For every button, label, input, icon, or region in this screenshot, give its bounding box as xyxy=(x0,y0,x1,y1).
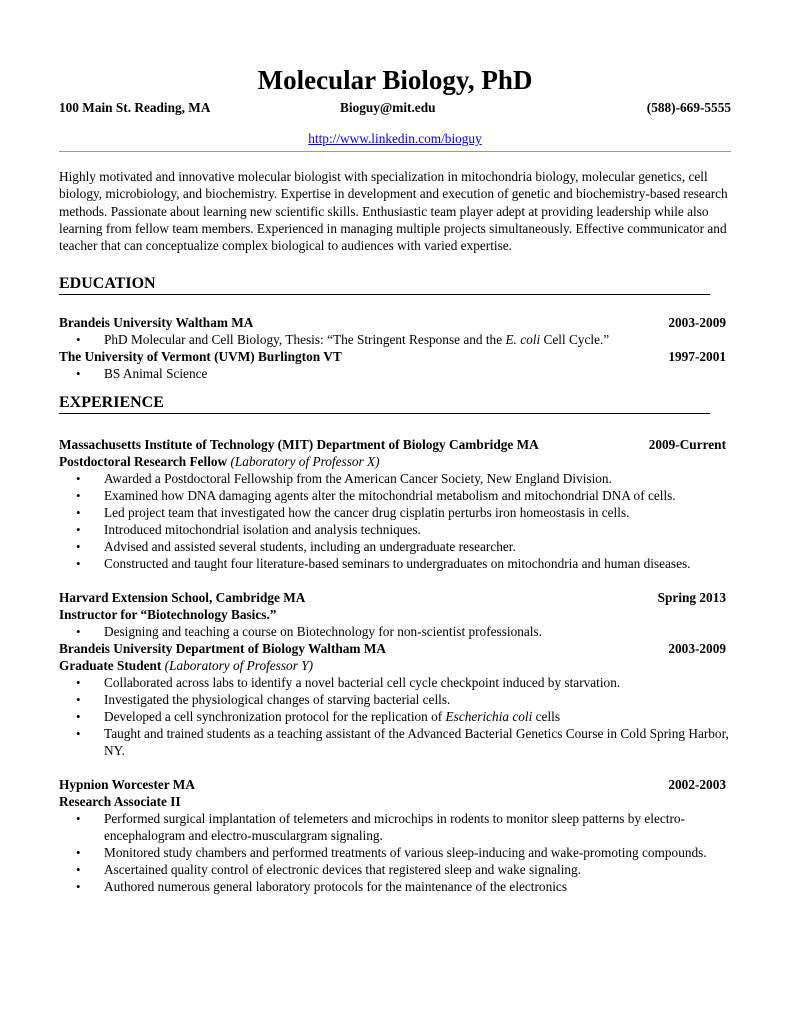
list-item: • Collaborated across labs to identify a novel bacterial cell cycle checkpoint induced by starvation. xyxy=(104,674,731,691)
job-bullets-hypnion xyxy=(59,810,731,895)
job-header-harvard xyxy=(59,589,726,606)
email: Bioguy@mit.edu xyxy=(340,100,436,115)
job-title: Graduate Student (Laboratory of Professor Y) xyxy=(59,658,314,674)
job-header-mit xyxy=(59,436,726,453)
employer: Massachusetts Institute of Technology (MIT) Department of Biology Cambridge MA xyxy=(59,437,539,453)
education-entry-header xyxy=(59,348,726,365)
list-item: • Led project team that investigated how the cancer drug cisplatin perturbs iron homeostasis in cells. xyxy=(104,504,731,521)
job-title: Research Associate II xyxy=(59,794,181,810)
employer: Harvard Extension School, Cambridge MA xyxy=(59,590,306,606)
education-entry-header xyxy=(59,314,726,331)
resume-page xyxy=(59,64,731,895)
job-title: Instructor for “Biotechnology Basics.” xyxy=(59,607,277,623)
list-item: • Monitored study chambers and performed treatments of various sleep-inducing and wake-promoting compounds. xyxy=(104,844,731,861)
list-item: • Ascertained quality control of electronic devices that registered sleep and wake signaling. xyxy=(104,861,731,878)
dates: 2009-Current xyxy=(648,437,726,453)
education-bullets xyxy=(59,331,731,348)
list-item: • Advised and assisted several students, including an undergraduate researcher. xyxy=(104,538,731,555)
dates: Spring 2013 xyxy=(657,590,726,606)
education-heading: EDUCATION xyxy=(59,274,710,295)
list-item: • Performed surgical implantation of telemeters and microchips in rodents to monitor sleep patterns by electro-encephalogram and electro-musculargram signaling. xyxy=(104,810,731,844)
job-bullets-harvard xyxy=(59,623,731,640)
list-item: • Introduced mitochondrial isolation and analysis techniques. xyxy=(104,521,731,538)
education-bullets xyxy=(59,365,731,382)
job-header-brandeis xyxy=(59,640,726,657)
list-item: • Constructed and taught four literature-based seminars to undergraduates on mitochondria and human diseases. xyxy=(104,555,731,572)
header-divider xyxy=(59,151,731,152)
linkedin-link[interactable]: http://www.linkedin.com/bioguy xyxy=(308,131,482,146)
summary: Highly motivated and innovative molecular biologist with specialization in mitochondria biology, molecular genetics, cell biology, microbiology, and biochemistry. Expertise in development and execution of genetic and biochemistry-based research methods. Passionate about learning new scientific skills. Enthusiastic team player adept at providing leadership while also learning from fellow team members. Experienced in managing multiple projects simultaneously. Effective communicator and teacher that can conceptualize complex biological to audiences with varied expertise. xyxy=(59,169,728,254)
dates: 2003-2009 xyxy=(668,641,726,657)
school-name: The University of Vermont (UVM) Burlington VT xyxy=(59,349,342,365)
list-item: • Awarded a Postdoctoral Fellowship from the American Cancer Society, New England Division. xyxy=(104,470,731,487)
employer: Hypnion Worcester MA xyxy=(59,777,195,793)
job-title: Postdoctoral Research Fellow (Laboratory of Professor X) xyxy=(59,454,380,470)
list-item: • BS Animal Science xyxy=(104,365,731,382)
page-title: Molecular Biology, PhD xyxy=(257,65,533,95)
phone: (588)-669-5555 xyxy=(646,100,731,115)
job-bullets-mit xyxy=(59,470,731,572)
job-bullets-brandeis xyxy=(59,674,731,759)
contact-row xyxy=(59,99,731,117)
list-item: • Authored numerous general laboratory protocols for the maintenance of the electronics xyxy=(104,878,731,895)
list-item: • Examined how DNA damaging agents alter the mitochondrial metabolism and mitochondrial DNA of cells. xyxy=(104,487,731,504)
address: 100 Main St. Reading, MA xyxy=(59,100,211,115)
list-item: • Developed a cell synchronization protocol for the replication of Escherichia coli cells xyxy=(104,708,731,725)
list-item: • Investigated the physiological changes of starving bacterial cells. xyxy=(104,691,731,708)
linkedin-row xyxy=(59,130,731,148)
experience-heading: EXPERIENCE xyxy=(59,393,710,414)
list-item: • Taught and trained students as a teaching assistant of the Advanced Bacterial Genetics Course in Cold Spring Harbor, NY. xyxy=(104,725,731,759)
list-item: • Designing and teaching a course on Biotechnology for non-scientist professionals. xyxy=(104,623,731,640)
list-item: • PhD Molecular and Cell Biology, Thesis: “The Stringent Response and the E. coli Cell Cycle.” xyxy=(104,331,731,348)
dates: 2003-2009 xyxy=(668,315,726,331)
job-header-hypnion xyxy=(59,776,726,793)
dates: 1997-2001 xyxy=(668,349,726,365)
dates: 2002-2003 xyxy=(668,777,726,793)
school-name: Brandeis University Waltham MA xyxy=(59,315,254,331)
employer: Brandeis University Department of Biology Waltham MA xyxy=(59,641,386,657)
